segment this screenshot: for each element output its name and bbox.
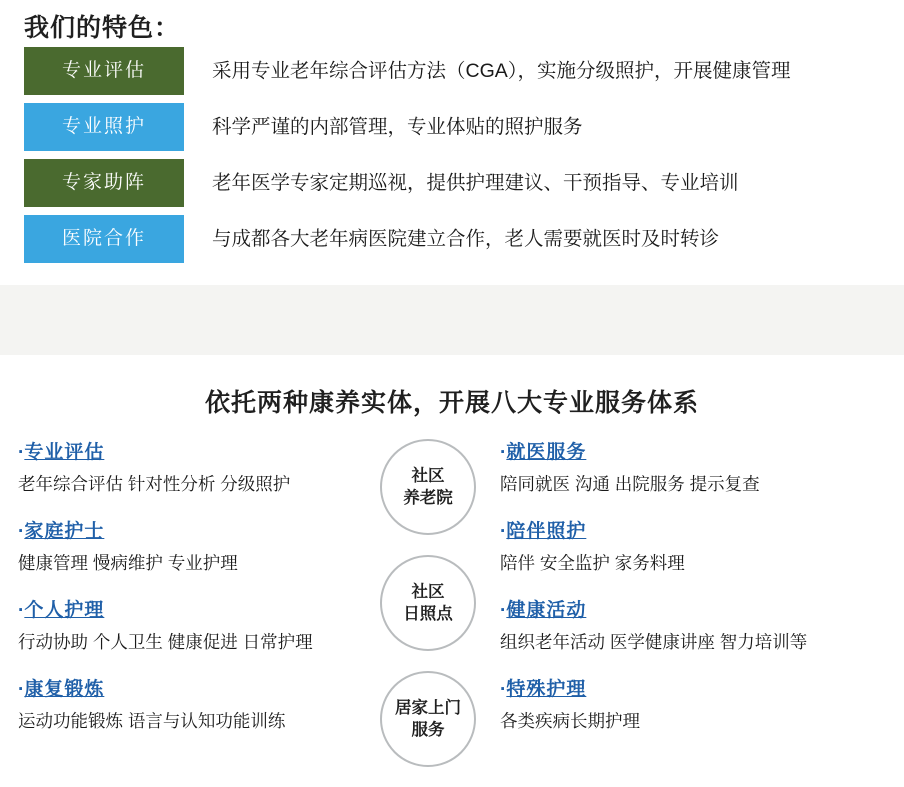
service-heading: 个人护理 [24,599,105,621]
service-heading: 健康活动 [506,599,587,621]
feature-text: 科学严谨的内部管理，专业体贴的照护服务 [212,116,583,138]
service-description: 健康管理 慢病维护 专业护理 [18,552,238,573]
service-item [500,437,850,496]
service-heading-row [500,516,850,553]
service-heading-row [18,674,368,711]
bullet-icon: · [500,599,507,621]
entity-circles [380,437,490,787]
service-heading-row [500,674,850,711]
service-description: 陪伴 安全监护 家务料理 [500,552,685,573]
service-heading-row [18,516,368,553]
service-grid [0,437,904,787]
feature-tag: 专业照护 [24,103,184,151]
service-heading: 康复锻炼 [24,678,105,700]
entity-circle-line2: 服务 [411,721,445,739]
entity-circle-line1: 居家上门 [395,698,461,717]
entity-circle [380,439,476,535]
service-heading: 特殊护理 [506,678,587,700]
feature-tag: 专家助阵 [24,159,184,207]
service-item [500,595,850,654]
service-item [500,674,850,733]
service-heading-row [18,595,368,632]
entity-circle-line2: 日照点 [403,605,453,623]
feature-tag: 医院合作 [24,215,184,263]
service-description: 运动功能锻炼 语言与认知功能训练 [18,710,286,731]
service-item [18,674,368,733]
features-section [0,0,904,300]
service-item [18,437,368,496]
service-description: 各类疾病长期护理 [500,710,640,731]
service-heading: 就医服务 [506,442,587,463]
service-heading-row [500,437,850,474]
section-divider-band [0,285,904,355]
entity-circle-line1: 社区 [411,466,445,485]
service-description: 行动协助 个人卫生 健康促进 日常护理 [18,631,313,652]
bullet-icon: · [500,520,507,542]
service-description: 组织老年活动 医学健康讲座 智力培训等 [500,631,808,652]
entity-circle-line1: 社区 [411,582,445,601]
service-heading-row [500,595,850,632]
feature-text: 与成都各大老年病医院建立合作，老人需要就医时及时转诊 [212,228,720,250]
section-title-services: 依托两种康养实体，开展八大专业服务体系 [204,389,699,417]
service-heading: 家庭护士 [24,520,105,542]
feature-text: 采用专业老年综合评估方法（CGA），实施分级照护，开展健康管理 [212,60,791,82]
service-column-left [18,437,368,753]
feature-text: 老年医学专家定期巡视，提供护理建议、干预指导、专业培训 [212,172,739,194]
bullet-icon: · [500,678,507,700]
service-heading: 陪伴照护 [506,520,587,542]
feature-row [24,215,880,263]
feature-list [24,47,880,271]
entity-circle-line2: 养老院 [403,489,453,507]
service-item [18,595,368,654]
bullet-icon: · [18,520,25,542]
feature-row [24,103,880,151]
entity-circle [380,555,476,651]
service-item [18,516,368,575]
feature-tag: 专业评估 [24,47,184,95]
service-item [500,516,850,575]
entity-circle [380,671,476,767]
service-heading-row [18,437,368,474]
service-heading: 专业评估 [24,442,105,463]
services-section [0,355,904,782]
service-column-right [500,437,850,753]
bullet-icon: · [18,442,25,463]
feature-row [24,159,880,207]
bullet-icon: · [500,442,507,463]
bullet-icon: · [18,599,25,621]
service-description: 陪同就医 沟通 出院服务 提示复查 [500,474,760,494]
feature-row [24,47,880,95]
section-title-features: 我们的特色： [24,14,181,42]
bullet-icon: · [18,678,25,700]
service-description: 老年综合评估 针对性分析 分级照护 [18,474,291,494]
